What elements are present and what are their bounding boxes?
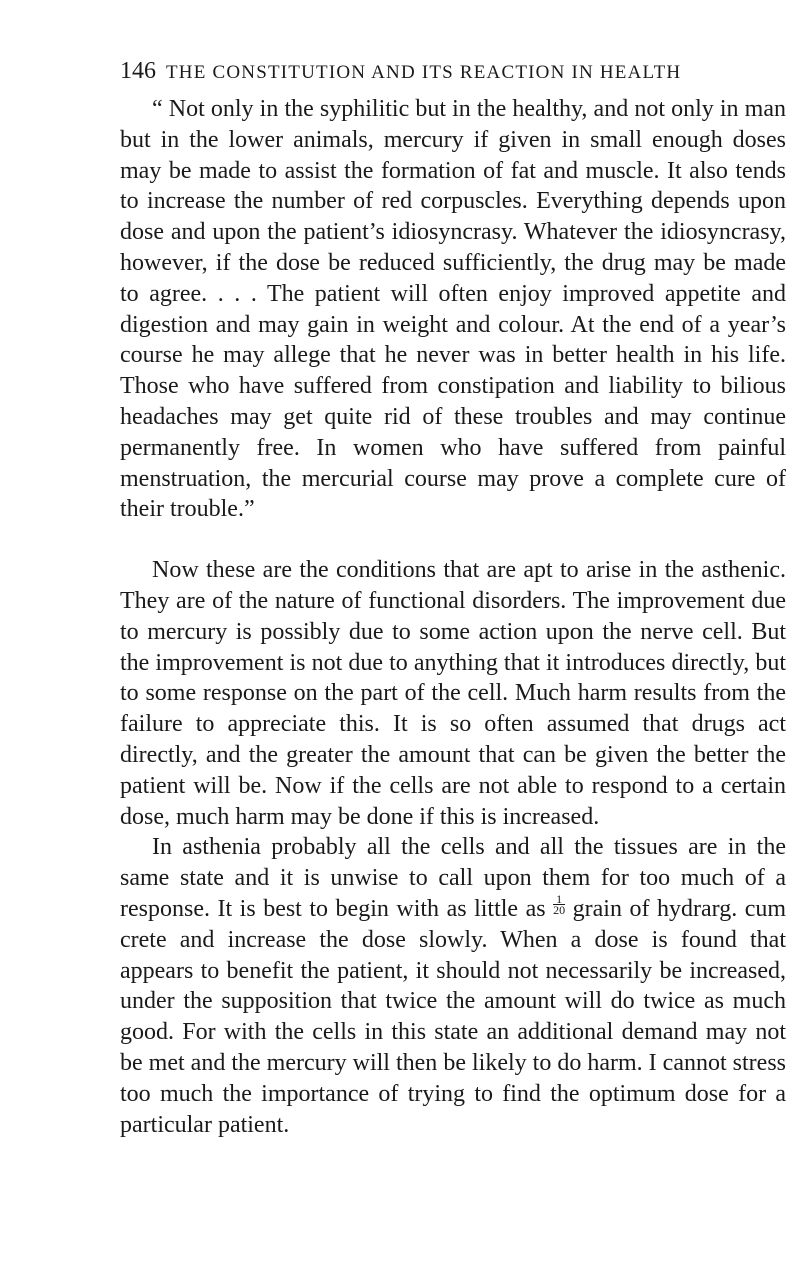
- running-head: [120, 58, 760, 85]
- paragraph-text-before-fraction: In asthenia probably all the cells and all the tissues are in the same state and it is unwise to call upon them for too much of a response. It is best to begin with as little as: [120, 834, 786, 922]
- running-title: THE CONSTITUTION AND ITS REACTION IN HEALTH: [166, 62, 682, 83]
- quoted-paragraph: “ Not only in the syphilitic but in the healthy, and not only in man but in the lower animals, mercury if given in small enough doses may be made to assist the formation of fat and muscle. It also tends to increase the number of red corpuscles. Everything depends upon dose and upon the patient’s idiosyncrasy. Whatever the idiosyncrasy, however, if the dose be reduced sufficiently, the drug may be made to agree. . . . The patient will often enjoy improved appetite and digestion and may gain in weight and colour. At the end of a year’s course he may allege that he never was in better health in his life. Those who have suffered from constipation and liability to bilious headaches may get quite rid of these troubles and may continue permanently free. In women who have suffered from painful menstruation, the mercurial course may prove a complete cure of their trouble.”: [120, 96, 786, 523]
- paragraph-optimum-dose: [120, 832, 786, 1140]
- body-text: [120, 94, 786, 1140]
- page-number: 146: [120, 58, 156, 84]
- fraction-denominator: 20: [553, 902, 566, 917]
- fraction-numerator: 1: [553, 894, 565, 905]
- paragraph-text-after-fraction: grain of hydrarg. cum crete and increase the dose slowly. When a dose is found that appears to benefit the patient, it should not necessarily be increased, under the supposition that twice the amount will do twice as much good. For with the cells in this state an additional demand may not be met and the mercury will then be likely to do harm. I cannot stress too much the importance of trying to find the optimum dose for a particular patient.: [120, 895, 787, 1138]
- dose-fraction: [553, 891, 566, 917]
- paragraph-asthenic-conditions: Now these are the conditions that are apt to arise in the asthenic. They are of the nature of functional disorders. The improvement due to mercury is possibly due to some action upon the nerve cell. But the improvement is not due to anything that it introduces directly, but to some response on the part of the cell. Much harm results from the failure to appreciate this. It is so often assumed that drugs act directly, and the greater the amount that can be given the better the patient will be. Now if the cells are not able to respond to a certain dose, much harm may be done if this is increased.: [120, 557, 786, 830]
